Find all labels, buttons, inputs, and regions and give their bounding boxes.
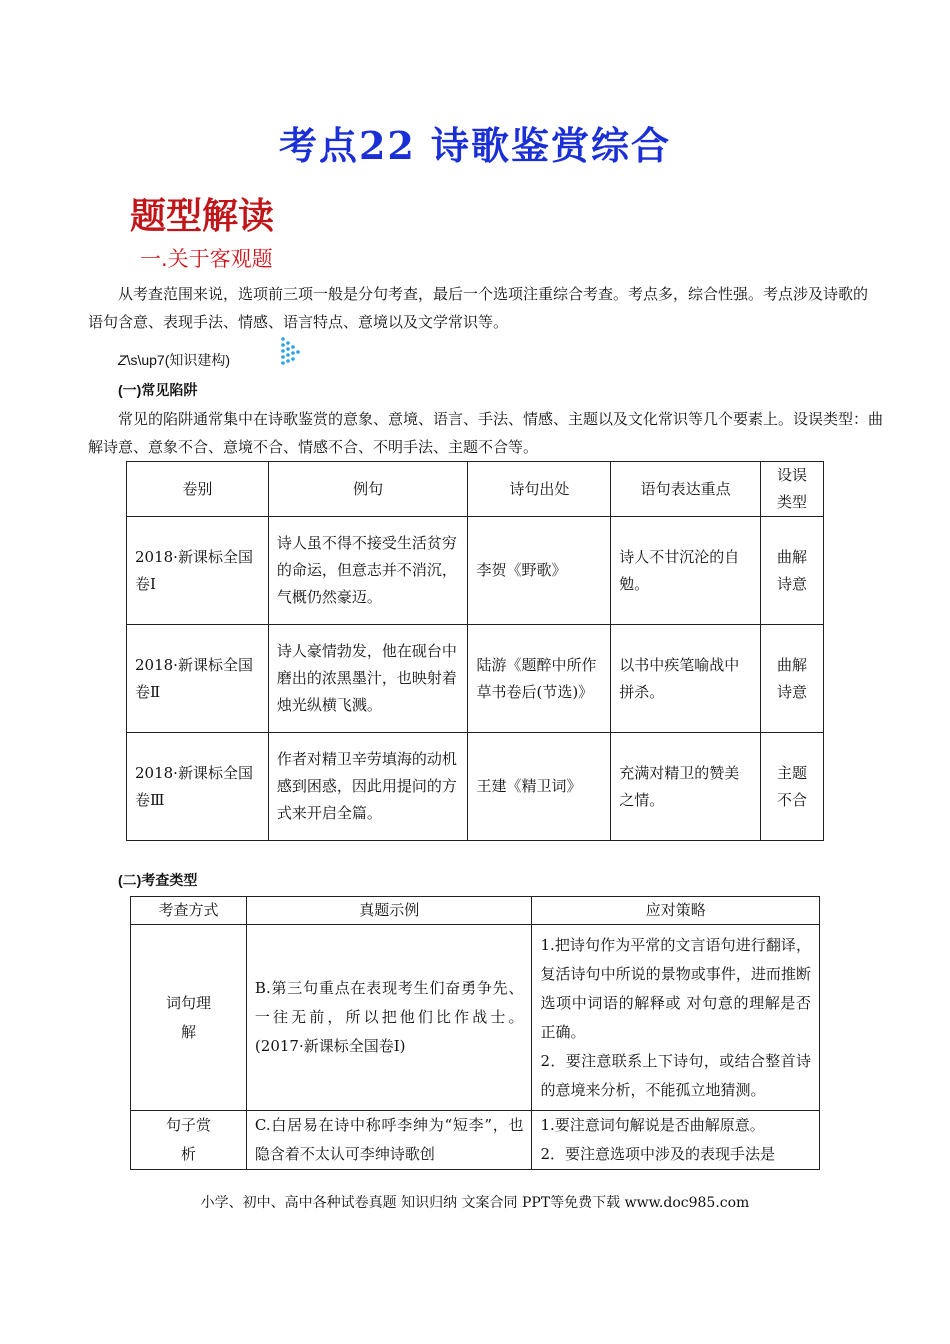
table-header-row bbox=[127, 462, 824, 517]
type-heading: (二)考查类型 bbox=[118, 872, 198, 888]
header-example: 真题示例 bbox=[246, 897, 532, 925]
header-paper: 卷别 bbox=[127, 462, 269, 517]
strategy-item: 2．要注意联系上下诗句，或结合整首诗的意境来分析，不能孤立地猜测。 bbox=[540, 1051, 811, 1099]
cell-source: 王建《精卫词》 bbox=[468, 733, 611, 841]
knowledge-text: 知识建构) bbox=[169, 352, 231, 368]
strategy-item: 2．要注意选项中涉及的表现手法是 bbox=[540, 1145, 776, 1163]
knowledge-prefix: Z bbox=[118, 352, 127, 368]
cell-method: 词句理解 bbox=[131, 925, 247, 1111]
cell-example: B.第三句重点在表现考生们奋勇争先、一往无前，所以把他们比作战士。(2017·新课标全国卷Ⅰ) bbox=[246, 925, 532, 1111]
cell-error: 曲解诗意 bbox=[761, 625, 824, 733]
cell-example: 诗人豪情勃发，他在砚台中磨出的浓黑墨汁，也映射着烛光纵横飞溅。 bbox=[268, 625, 468, 733]
cell-source: 陆游《题醉中所作草书卷后(节选)》 bbox=[468, 625, 611, 733]
table-row bbox=[127, 733, 824, 841]
header-strategy: 应对策略 bbox=[532, 897, 820, 925]
cell-paper: 2018·新课标全国卷Ⅱ bbox=[127, 625, 269, 733]
knowledge-label bbox=[118, 350, 230, 370]
header-method: 考查方式 bbox=[131, 897, 247, 925]
table-row bbox=[131, 1111, 820, 1170]
header-example: 例句 bbox=[268, 462, 468, 517]
cell-paper: 2018·新课标全国卷Ⅲ bbox=[127, 733, 269, 841]
table-row bbox=[127, 517, 824, 625]
cell-strategy bbox=[532, 925, 820, 1111]
cell-focus: 以书中疾笔喻战中拼杀。 bbox=[611, 625, 761, 733]
type-table bbox=[130, 896, 820, 1170]
cell-example: 诗人虽不得不接受生活贫穷的命运，但意志并不消沉，气概仍然豪迈。 bbox=[268, 517, 468, 625]
trap-table bbox=[126, 461, 824, 841]
page-title: 考点22 诗歌鉴赏综合 bbox=[278, 123, 672, 168]
cell-example: 作者对精卫辛劳填海的动机感到困惑，因此用提问的方式来开启全篇。 bbox=[268, 733, 468, 841]
intro-paragraph: 从考查范围来说，选项前三项一般是分句考查，最后一个选项注重综合考查。考点多，综合性强。考点涉及诗歌的语句含意、表现手法、情感、语言特点、意境以及文学常识等。 bbox=[88, 285, 869, 331]
table-header-row bbox=[131, 897, 820, 925]
cell-example: C.白居易在诗中称呼李绅为“短李”，也隐含着不太认可李绅诗歌创 bbox=[246, 1111, 532, 1170]
section-heading: 题型解读 bbox=[130, 196, 275, 237]
strategy-item: 1.把诗句作为平常的文言语句进行翻译，复活诗句中所说的景物或事件，进而推断选项中词语的解释或 对句意的理解是否正确。 bbox=[540, 935, 811, 1041]
cell-error: 主题不合 bbox=[761, 733, 824, 841]
strategy-item: 1.要注意词句解说是否曲解原意。 bbox=[540, 1116, 765, 1134]
footer-text: 小学、初中、高中各种试卷真题 知识归纳 文案合同 PPT等免费下载 www.doc985.com bbox=[200, 1195, 750, 1211]
cell-focus: 诗人不甘沉沦的自勉。 bbox=[611, 517, 761, 625]
header-error: 设误类型 bbox=[761, 462, 824, 517]
cell-method: 句子赏析 bbox=[131, 1111, 247, 1170]
trap-heading: (一)常见陷阱 bbox=[118, 382, 198, 398]
dotted-arrow-icon bbox=[280, 336, 300, 368]
trap-paragraph: 常见的陷阱通常集中在诗歌鉴赏的意象、意境、语言、手法、情感、主题以及文化常识等几个要素上。设误类型：曲解诗意、意象不合、意境不合、情感不合、不明手法、主题不合等。 bbox=[88, 410, 884, 456]
header-focus: 语句表达重点 bbox=[611, 462, 761, 517]
table-row bbox=[127, 625, 824, 733]
subsection-heading: 一.关于客观题 bbox=[140, 247, 273, 271]
cell-source: 李贺《野歌》 bbox=[468, 517, 611, 625]
header-source: 诗句出处 bbox=[468, 462, 611, 517]
cell-error: 曲解诗意 bbox=[761, 517, 824, 625]
cell-paper: 2018·新课标全国卷Ⅰ bbox=[127, 517, 269, 625]
table-row bbox=[131, 925, 820, 1111]
cell-focus: 充满对精卫的赞美之情。 bbox=[611, 733, 761, 841]
knowledge-code: \s\up7( bbox=[126, 352, 170, 368]
cell-strategy bbox=[532, 1111, 820, 1170]
